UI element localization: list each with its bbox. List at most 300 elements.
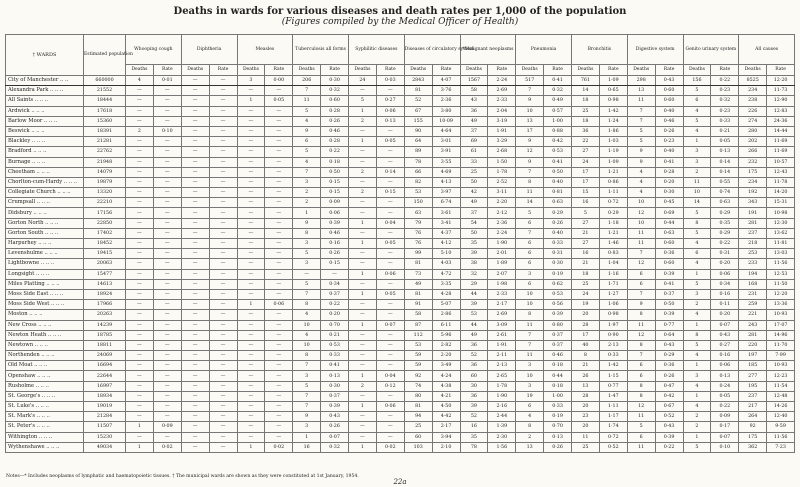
ward-name: Gorton South .. .. .. xyxy=(6,228,84,238)
table-cell: 2·07 xyxy=(488,269,516,279)
rate-subheader: Rate xyxy=(655,65,683,76)
table-cell: — xyxy=(237,422,265,432)
table-row xyxy=(6,147,795,157)
table-cell: 6 xyxy=(627,269,655,279)
table-cell: 0·41 xyxy=(544,157,572,167)
table-cell: 52 xyxy=(460,351,488,361)
table-cell: 0·37 xyxy=(544,330,572,340)
table-cell: 1 xyxy=(349,402,377,412)
table-row xyxy=(6,330,795,340)
column-group-header: Tuberculosis all forms xyxy=(293,35,349,65)
table-cell: 0·40 xyxy=(655,106,683,116)
table-row xyxy=(6,239,795,249)
ward-name: Levenshulme .. .. .. xyxy=(6,249,84,259)
table-cell: — xyxy=(126,96,154,106)
table-cell: 0·18 xyxy=(544,361,572,371)
rate-subheader: Rate xyxy=(599,65,627,76)
table-cell: — xyxy=(126,320,154,330)
table-cell: 0·80 xyxy=(544,320,572,330)
table-cell: 89 xyxy=(404,147,432,157)
table-cell: 0·72 xyxy=(599,432,627,442)
ward-name: Longsight .. .. .. xyxy=(6,269,84,279)
table-cell: 2 xyxy=(349,167,377,177)
table-cell: 28 xyxy=(572,320,600,330)
table-cell: — xyxy=(209,320,237,330)
table-cell: 0·72 xyxy=(599,198,627,208)
population-cell: 22644 xyxy=(84,371,126,381)
table-cell: 0·06 xyxy=(711,361,739,371)
table-cell: 5 xyxy=(683,442,711,452)
table-cell: 274 xyxy=(739,116,767,126)
table-cell: — xyxy=(237,381,265,391)
population-cell: 19019 xyxy=(84,402,126,412)
table-cell: 202 xyxy=(739,137,767,147)
table-cell: — xyxy=(126,228,154,238)
table-cell: 0·77 xyxy=(599,381,627,391)
table-cell: 8 xyxy=(627,340,655,350)
table-row xyxy=(6,126,795,136)
table-cell: 44 xyxy=(460,320,488,330)
table-cell: — xyxy=(126,289,154,299)
ward-name: Blackley .. .. .. xyxy=(6,137,84,147)
table-cell: 1 xyxy=(349,218,377,228)
table-cell: 53 xyxy=(404,340,432,350)
table-cell: — xyxy=(376,361,404,371)
ward-name: Rusholme .. .. .. xyxy=(6,381,84,391)
table-cell: 37 xyxy=(460,126,488,136)
table-cell: — xyxy=(181,167,209,177)
table-cell: 2 xyxy=(349,381,377,391)
table-row xyxy=(6,218,795,228)
table-cell: 0·63 xyxy=(544,198,572,208)
table-cell: 0·22 xyxy=(321,147,349,157)
table-cell: 11·69 xyxy=(767,137,795,147)
table-cell: 0·06 xyxy=(711,269,739,279)
table-cell: — xyxy=(349,157,377,167)
table-cell: 76 xyxy=(404,239,432,249)
table-cell: 8 xyxy=(627,381,655,391)
population-cell: 19415 xyxy=(84,249,126,259)
table-cell: 197 xyxy=(739,351,767,361)
table-cell: 0·40 xyxy=(655,147,683,157)
table-cell: 281 xyxy=(739,218,767,228)
table-cell: 0·12 xyxy=(376,381,404,391)
table-cell: 0·60 xyxy=(655,96,683,106)
table-cell: — xyxy=(265,249,293,259)
table-cell: 2·44 xyxy=(488,412,516,422)
table-cell: 19 xyxy=(572,300,600,310)
table-cell: — xyxy=(209,371,237,381)
table-cell: — xyxy=(265,218,293,228)
table-row xyxy=(6,157,795,167)
table-cell: — xyxy=(209,432,237,442)
table-cell: 0·43 xyxy=(321,412,349,422)
table-cell: 150 xyxy=(404,198,432,208)
table-cell: — xyxy=(209,402,237,412)
table-cell: 0·43 xyxy=(711,330,739,340)
table-cell: — xyxy=(153,300,181,310)
ward-name: Crumpsall .. .. .. xyxy=(6,198,84,208)
table-cell: — xyxy=(265,208,293,218)
table-cell: 2·24 xyxy=(488,228,516,238)
table-row xyxy=(6,361,795,371)
population-cell: 15230 xyxy=(84,432,126,442)
table-cell: 3·91 xyxy=(432,147,460,157)
table-cell: 14 xyxy=(683,198,711,208)
table-cell: — xyxy=(181,106,209,116)
table-cell: 27 xyxy=(572,147,600,157)
table-cell: — xyxy=(153,432,181,442)
table-cell: — xyxy=(181,76,209,86)
table-cell: 59 xyxy=(404,361,432,371)
table-cell: — xyxy=(265,188,293,198)
table-cell: 10·57 xyxy=(767,157,795,167)
table-cell: — xyxy=(265,381,293,391)
population-cell: 22850 xyxy=(84,218,126,228)
table-cell: 21 xyxy=(572,259,600,269)
table-cell: 3 xyxy=(683,147,711,157)
table-cell: — xyxy=(126,147,154,157)
table-cell: 3 xyxy=(293,371,321,381)
table-cell: 3·35 xyxy=(432,279,460,289)
table-cell: — xyxy=(153,289,181,299)
deaths-subheader: Deaths xyxy=(460,65,488,76)
ward-name: Moss Side West .. .. .. xyxy=(6,300,84,310)
table-cell: — xyxy=(126,279,154,289)
table-cell: — xyxy=(237,239,265,249)
table-cell: 343 xyxy=(739,198,767,208)
table-cell: — xyxy=(265,167,293,177)
population-cell: 14079 xyxy=(84,167,126,177)
table-cell: 92 xyxy=(404,371,432,381)
table-cell: 6 xyxy=(516,259,544,269)
rate-subheader: Rate xyxy=(767,65,795,76)
table-cell: 82 xyxy=(404,177,432,187)
table-cell: 5 xyxy=(683,228,711,238)
table-cell: 6 xyxy=(516,249,544,259)
table-cell: 0·05 xyxy=(265,96,293,106)
table-cell: 4 xyxy=(293,116,321,126)
table-cell: 0·26 xyxy=(655,371,683,381)
table-cell: 3·09 xyxy=(488,320,516,330)
table-cell: 4·07 xyxy=(432,76,460,86)
table-cell: 38 xyxy=(460,259,488,269)
table-cell: — xyxy=(126,86,154,96)
column-group-header: All causes xyxy=(739,35,795,65)
table-cell: 0·20 xyxy=(711,259,739,269)
table-cell: 76 xyxy=(404,228,432,238)
table-cell: 0·56 xyxy=(544,300,572,310)
table-cell: 81 xyxy=(404,259,432,269)
table-cell: 18 xyxy=(572,96,600,106)
table-cell: — xyxy=(349,259,377,269)
table-cell: 4 xyxy=(293,330,321,340)
table-cell: 0·06 xyxy=(376,402,404,412)
table-cell: 5 xyxy=(293,249,321,259)
table-cell: 14 xyxy=(516,198,544,208)
table-cell: 11·81 xyxy=(767,239,795,249)
table-cell: 0·29 xyxy=(599,208,627,218)
table-cell: 24 xyxy=(572,289,600,299)
table-cell: 10·09 xyxy=(432,116,460,126)
table-cell: — xyxy=(181,300,209,310)
table-cell: 11 xyxy=(683,177,711,187)
table-cell: — xyxy=(376,249,404,259)
table-cell: — xyxy=(237,126,265,136)
table-cell: 50 xyxy=(460,177,488,187)
rate-subheader: Rate xyxy=(711,65,739,76)
table-cell: 0·46 xyxy=(321,228,349,238)
table-cell: 1 xyxy=(126,442,154,452)
table-cell: — xyxy=(153,402,181,412)
table-cell: — xyxy=(237,371,265,381)
table-cell: 0·16 xyxy=(711,351,739,361)
table-cell: 4 xyxy=(683,239,711,249)
population-cell: 17966 xyxy=(84,300,126,310)
table-cell: — xyxy=(153,116,181,126)
table-cell: 35 xyxy=(460,432,488,442)
table-cell: — xyxy=(237,86,265,96)
table-cell: 9 xyxy=(293,126,321,136)
table-cell: — xyxy=(126,208,154,218)
table-cell: 0·83 xyxy=(599,249,627,259)
table-cell: 3·80 xyxy=(432,106,460,116)
table-cell: 0·39 xyxy=(655,310,683,320)
table-cell: 60 xyxy=(404,432,432,442)
table-cell: 14·20 xyxy=(767,188,795,198)
table-cell: — xyxy=(376,422,404,432)
table-cell: 0·42 xyxy=(655,391,683,401)
table-cell: 17 xyxy=(572,177,600,187)
population-cell: 11507 xyxy=(84,422,126,432)
table-cell: — xyxy=(209,116,237,126)
table-cell: 35 xyxy=(460,239,488,249)
table-cell: 2·30 xyxy=(488,432,516,442)
table-cell: — xyxy=(181,249,209,259)
table-cell: 79 xyxy=(404,218,432,228)
table-cell: — xyxy=(376,279,404,289)
table-cell: — xyxy=(349,432,377,442)
table-cell: 7 xyxy=(516,340,544,350)
table-cell: 3·97 xyxy=(432,188,460,198)
table-cell: 6 xyxy=(516,279,544,289)
table-cell: — xyxy=(181,279,209,289)
table-cell: 32 xyxy=(460,269,488,279)
table-cell: 1·00 xyxy=(544,391,572,401)
table-cell: 7 xyxy=(627,249,655,259)
table-cell: 7 xyxy=(293,402,321,412)
table-cell: 7 xyxy=(627,116,655,126)
table-cell: 2·13 xyxy=(599,340,627,350)
table-cell: 0·90 xyxy=(599,330,627,340)
table-cell: 0·05 xyxy=(376,137,404,147)
table-cell: 69 xyxy=(460,137,488,147)
table-cell: — xyxy=(265,351,293,361)
table-cell: 11 xyxy=(572,432,600,442)
table-row xyxy=(6,310,795,320)
rate-subheader: Rate xyxy=(376,65,404,76)
table-cell: 281 xyxy=(739,330,767,340)
table-cell: 221 xyxy=(739,310,767,320)
table-row xyxy=(6,432,795,442)
table-cell: 7 xyxy=(293,361,321,371)
table-cell: 3 xyxy=(237,76,265,86)
population-cell: 16997 xyxy=(84,381,126,391)
table-cell: — xyxy=(349,422,377,432)
table-row xyxy=(6,259,795,269)
table-cell: 27 xyxy=(572,218,600,228)
rate-subheader: Rate xyxy=(153,65,181,76)
table-cell: 0·37 xyxy=(544,340,572,350)
table-cell: — xyxy=(209,422,237,432)
table-cell: 192 xyxy=(739,188,767,198)
table-cell: 99 xyxy=(404,249,432,259)
table-cell: — xyxy=(153,167,181,177)
table-cell: — xyxy=(126,351,154,361)
table-cell: 237 xyxy=(739,228,767,238)
population-cell: 21948 xyxy=(84,157,126,167)
table-cell: 2·61 xyxy=(488,330,516,340)
table-cell: 1 xyxy=(683,361,711,371)
table-cell: — xyxy=(237,402,265,412)
table-cell: — xyxy=(265,259,293,269)
table-row xyxy=(6,228,795,238)
table-cell: 168 xyxy=(739,279,767,289)
population-cell: 18785 xyxy=(84,330,126,340)
table-cell: — xyxy=(376,340,404,350)
table-cell: 10 xyxy=(516,289,544,299)
table-cell: 4·72 xyxy=(432,269,460,279)
deaths-subheader: Deaths xyxy=(126,65,154,76)
table-cell: — xyxy=(237,289,265,299)
table-cell: 0·52 xyxy=(655,412,683,422)
table-cell: 2·68 xyxy=(488,147,516,157)
table-cell: — xyxy=(209,239,237,249)
table-cell: 8 xyxy=(516,310,544,320)
table-cell: 761 xyxy=(572,76,600,86)
table-cell: — xyxy=(349,177,377,187)
table-cell: 7 xyxy=(293,167,321,177)
table-cell: 6 xyxy=(683,96,711,106)
table-cell: 49 xyxy=(460,198,488,208)
table-cell: 59 xyxy=(404,351,432,361)
table-cell: 1·27 xyxy=(599,289,627,299)
table-cell: 21 xyxy=(572,228,600,238)
table-cell: 0·14 xyxy=(376,167,404,177)
column-group-header: Estimated population xyxy=(84,35,126,76)
table-cell: — xyxy=(349,208,377,218)
table-cell: — xyxy=(181,259,209,269)
table-cell: 9 xyxy=(627,300,655,310)
table-cell: 3·61 xyxy=(432,208,460,218)
table-cell: — xyxy=(237,147,265,157)
table-cell: 5 xyxy=(683,340,711,350)
table-cell: 4 xyxy=(627,188,655,198)
table-row xyxy=(6,402,795,412)
table-cell: 2·52 xyxy=(488,177,516,187)
table-cell: 10 xyxy=(516,106,544,116)
table-row xyxy=(6,422,795,432)
table-cell: — xyxy=(153,330,181,340)
table-cell: 9·59 xyxy=(767,422,795,432)
table-cell: 16 xyxy=(460,422,488,432)
table-cell: — xyxy=(265,177,293,187)
table-cell: 20 xyxy=(572,402,600,412)
table-cell: 0·46 xyxy=(544,351,572,361)
table-cell: 7 xyxy=(627,106,655,116)
table-cell: 74 xyxy=(404,381,432,391)
table-cell: 12·48 xyxy=(767,391,795,401)
deaths-subheader: Deaths xyxy=(572,65,600,76)
table-cell: — xyxy=(153,371,181,381)
table-cell: — xyxy=(181,351,209,361)
table-cell: — xyxy=(181,412,209,422)
table-cell: 0·45 xyxy=(655,198,683,208)
table-cell: — xyxy=(293,269,321,279)
ward-name: Collegiate Church .. .. .. xyxy=(6,188,84,198)
table-cell: — xyxy=(265,310,293,320)
table-cell: 9 xyxy=(627,157,655,167)
table-cell: 0·07 xyxy=(376,320,404,330)
table-cell: 0·44 xyxy=(655,218,683,228)
table-cell: 4·37 xyxy=(432,228,460,238)
table-cell: 0·33 xyxy=(711,116,739,126)
table-cell: — xyxy=(209,351,237,361)
table-cell: 0·49 xyxy=(544,96,572,106)
table-cell: 5·96 xyxy=(432,330,460,340)
table-cell: 1·42 xyxy=(599,361,627,371)
table-cell: 0·53 xyxy=(544,289,572,299)
population-cell: 14613 xyxy=(84,279,126,289)
table-cell: 3·01 xyxy=(432,137,460,147)
ward-name: St. Peter's .. .. .. xyxy=(6,422,84,432)
table-cell: — xyxy=(126,310,154,320)
table-cell: 49 xyxy=(460,116,488,126)
table-cell: — xyxy=(153,106,181,116)
table-cell: 0·22 xyxy=(655,442,683,452)
table-cell: — xyxy=(209,208,237,218)
table-cell: — xyxy=(209,361,237,371)
table-cell: 0·22 xyxy=(321,300,349,310)
table-cell: 0·00 xyxy=(265,76,293,86)
table-cell: 0·77 xyxy=(655,320,683,330)
table-cell: 1·56 xyxy=(488,442,516,452)
deaths-subheader: Deaths xyxy=(627,65,655,76)
table-cell: 5 xyxy=(349,96,377,106)
table-cell: 53 xyxy=(460,310,488,320)
table-cell: — xyxy=(153,137,181,147)
table-cell: 0·18 xyxy=(544,381,572,391)
table-cell: 0·26 xyxy=(321,116,349,126)
table-row xyxy=(6,279,795,289)
table-cell: — xyxy=(209,106,237,116)
table-cell: 0·28 xyxy=(321,137,349,147)
table-cell: 52 xyxy=(460,412,488,422)
population-cell: 18934 xyxy=(84,391,126,401)
table-cell: — xyxy=(376,157,404,167)
table-cell: 36 xyxy=(460,391,488,401)
table-cell: 0·26 xyxy=(544,218,572,228)
table-cell: — xyxy=(181,391,209,401)
table-cell: 0·39 xyxy=(655,269,683,279)
table-cell: — xyxy=(209,330,237,340)
table-cell: — xyxy=(153,320,181,330)
table-cell: 11 xyxy=(516,320,544,330)
table-cell: 0·29 xyxy=(544,208,572,218)
table-cell: 58 xyxy=(460,86,488,96)
table-cell: — xyxy=(265,361,293,371)
table-cell: — xyxy=(349,330,377,340)
